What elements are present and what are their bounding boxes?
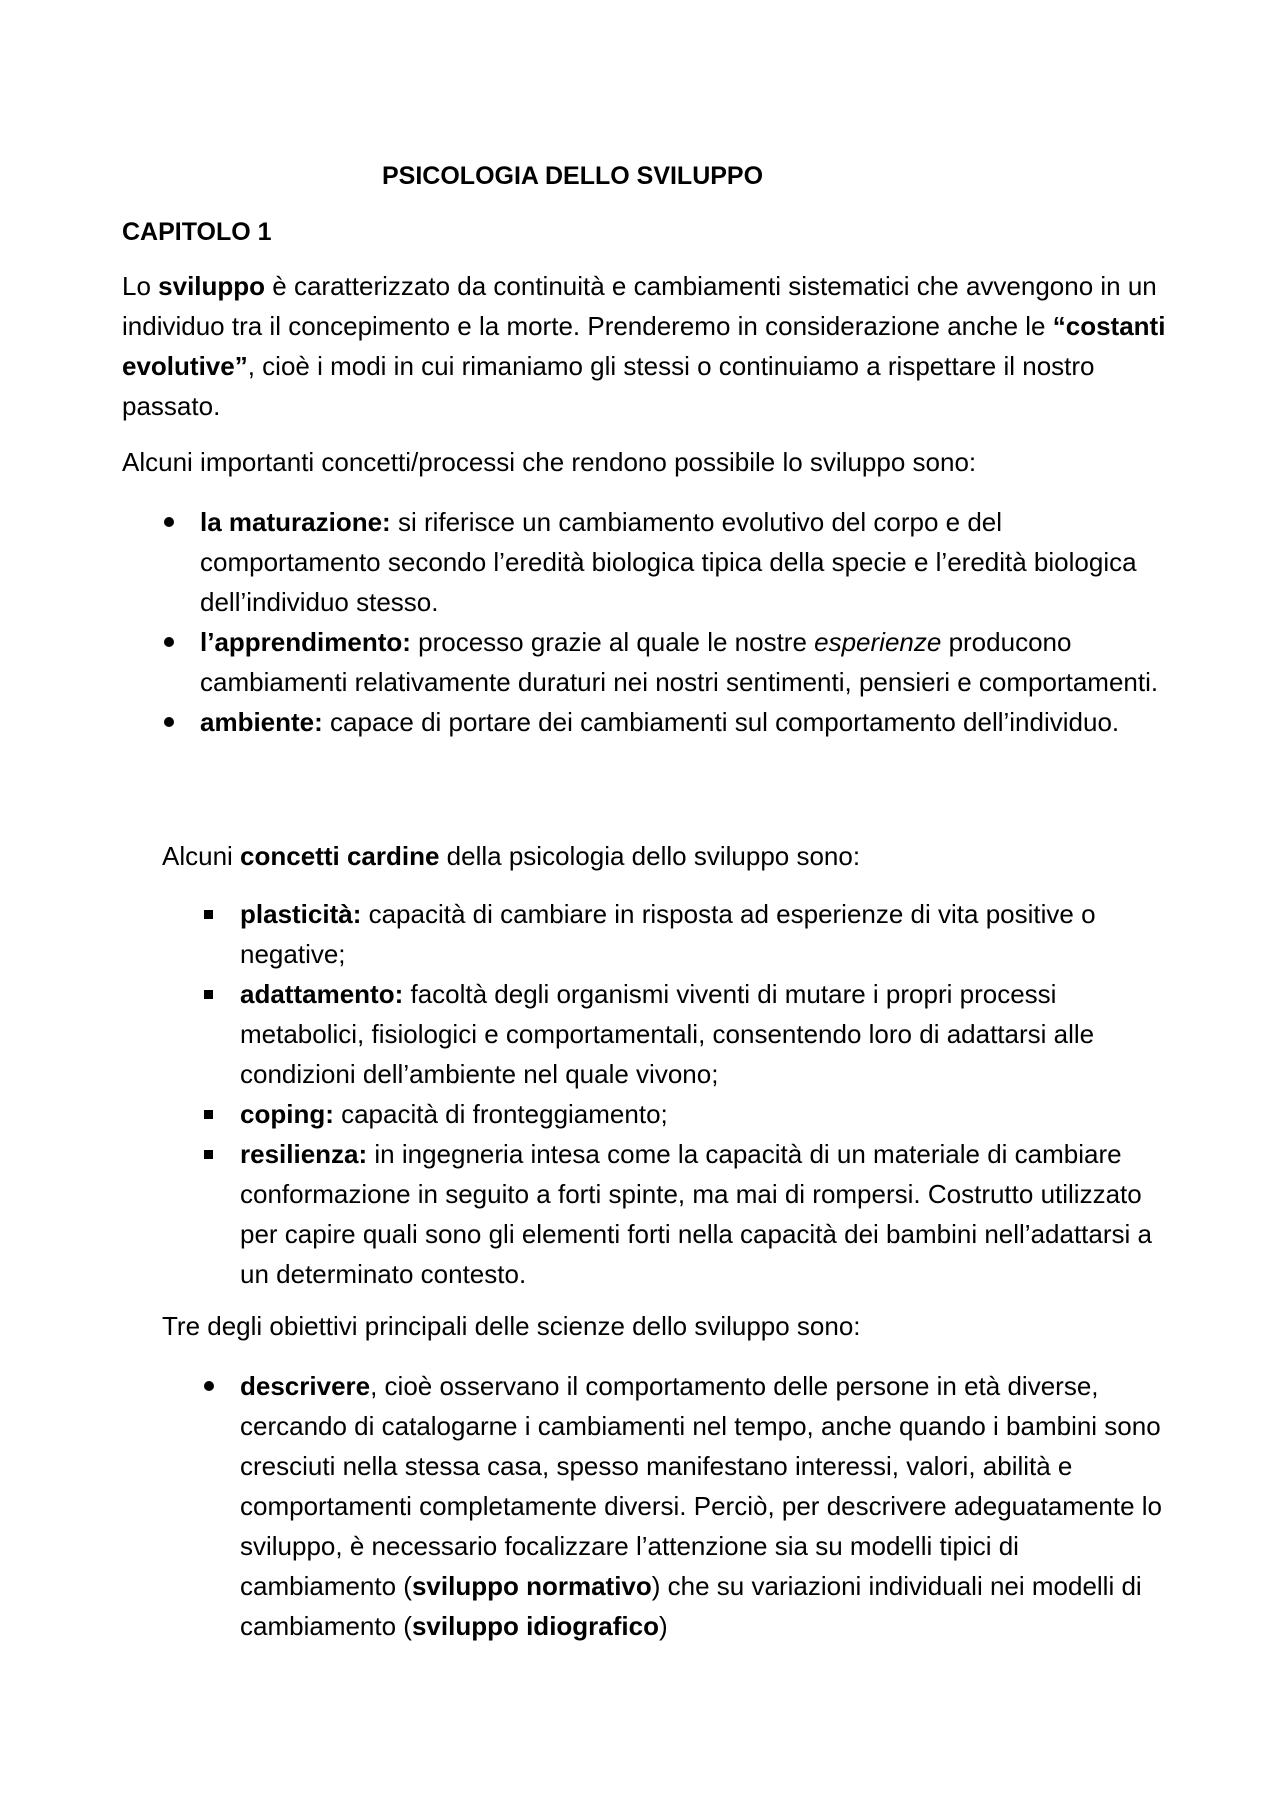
term-concetti-cardine: concetti cardine bbox=[240, 841, 440, 871]
list-item bbox=[162, 974, 1167, 1094]
list-item bbox=[162, 1094, 1167, 1134]
term-apprendimento: l’apprendimento: bbox=[200, 627, 411, 657]
goals-list bbox=[162, 1366, 1167, 1646]
intro-text-1: Lo bbox=[122, 271, 159, 301]
emphasis-esperienze: esperienze bbox=[814, 627, 942, 657]
item-text: ) bbox=[658, 1611, 668, 1641]
list-item bbox=[122, 622, 1167, 702]
item-text: processo grazie al quale le nostre bbox=[410, 627, 815, 657]
item-text: producono cambiamenti relativamente duraturi nei nostri sentimenti, pensieri e comportamenti. bbox=[200, 627, 1159, 697]
term-plasticita: plasticità: bbox=[240, 899, 362, 929]
item-text: capace di portare dei cambiamenti sul comportamento dell’individuo. bbox=[322, 707, 1120, 737]
goals-intro: Tre degli obiettivi principali delle scienze dello sviluppo sono: bbox=[162, 1311, 861, 1341]
term-sviluppo-idiografico: sviluppo idiografico bbox=[411, 1611, 659, 1641]
term-costanti-evolutive: “costanti evolutive” bbox=[122, 311, 1166, 381]
item-text: capacità di fronteggiamento; bbox=[333, 1099, 668, 1129]
item-text: ) che su variazioni individuali nei modelli di cambiamento ( bbox=[240, 1571, 1142, 1641]
term-descrivere: descrivere bbox=[240, 1371, 371, 1401]
concepts-list bbox=[162, 894, 1167, 1294]
document-title: PSICOLOGIA DELLO SVILUPPO bbox=[382, 162, 764, 190]
item-text: , cioè osservano il comportamento delle persone in età diverse, cercando di catalogarne i cambiamenti nel tempo, anche quando i bambini sono cresciuti nella stessa casa, spesso manifestano interessi, valori, abilità e comportamenti completamente diversi. Perciò, per descrivere adeguatamente lo sviluppo, è necessario focalizzare l’attenzione sia su modelli tipici di cambiamento ( bbox=[240, 1371, 1163, 1601]
term-sviluppo-normativo: sviluppo normativo bbox=[411, 1571, 652, 1601]
term-sviluppo: sviluppo bbox=[158, 271, 266, 301]
processes-list bbox=[122, 502, 1167, 742]
term-resilienza: resilienza: bbox=[240, 1139, 368, 1169]
processes-intro: Alcuni importanti concetti/processi che rendono possibile lo sviluppo sono: bbox=[122, 447, 977, 477]
item-text: capacità di cambiare in risposta ad esperienze di vita positive o negative; bbox=[240, 899, 1096, 969]
term-ambiente: ambiente: bbox=[200, 707, 323, 737]
list-item bbox=[162, 1366, 1167, 1646]
item-text: in ingegneria intesa come la capacità di un materiale di cambiare conformazione in seguito a forti spinte, ma mai di rompersi. Costrutto utilizzato per capire quali sono gli elementi forti nella capacità dei bambini nell’adattarsi a un determinato contesto. bbox=[240, 1139, 1152, 1289]
concepts-intro-text-2: della psicologia dello sviluppo sono: bbox=[439, 841, 861, 871]
intro-text-3: , cioè i modi in cui rimaniamo gli stessi o continuiamo a rispettare il nostro passato. bbox=[122, 351, 1095, 421]
intro-text-2: è caratterizzato da continuità e cambiamenti sistematici che avvengono in un individuo tra il concepimento e la morte. Prenderemo in considerazione anche le bbox=[122, 271, 1157, 341]
intro-paragraph bbox=[122, 266, 1167, 426]
term-adattamento: adattamento: bbox=[240, 979, 404, 1009]
item-text: facoltà degli organismi viventi di mutare i propri processi metabolici, fisiologici e comportamentali, consentendo loro di adattarsi alle condizioni dell’ambiente nel quale vivono; bbox=[240, 979, 1095, 1089]
list-item bbox=[122, 702, 1167, 742]
concepts-intro bbox=[162, 836, 1167, 876]
item-text: si riferisce un cambiamento evolutivo del corpo e del comportamento secondo l’eredità biologica tipica della specie e l’eredità biologica dell’individuo stesso. bbox=[200, 507, 1137, 617]
concepts-intro-text-1: Alcuni bbox=[162, 841, 241, 871]
chapter-heading: CAPITOLO 1 bbox=[122, 218, 272, 246]
list-item bbox=[162, 1134, 1167, 1294]
list-item bbox=[162, 894, 1167, 974]
term-coping: coping: bbox=[240, 1099, 334, 1129]
term-maturazione: la maturazione: bbox=[200, 507, 391, 537]
list-item bbox=[122, 502, 1167, 622]
